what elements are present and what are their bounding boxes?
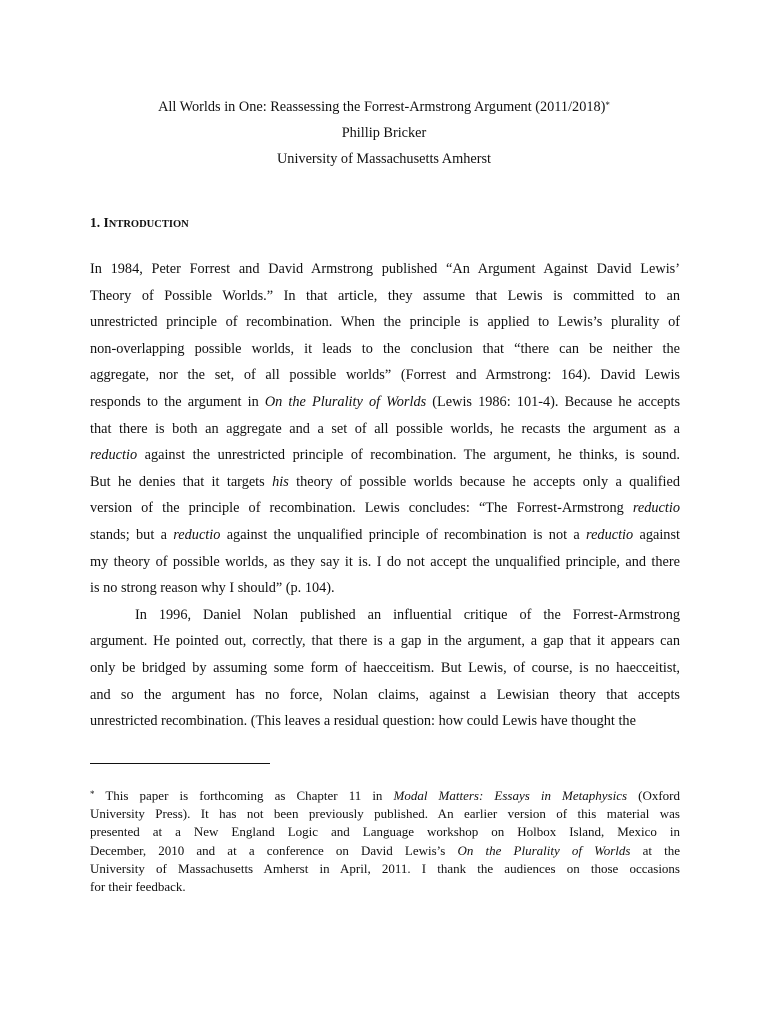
italic-text: his xyxy=(272,473,289,490)
text-run: against the unrestricted principle of recombination. The argument, he thinks, is sound. xyxy=(137,447,680,464)
footnote xyxy=(90,787,680,896)
text-run: only be bridged by assuming some form of haecceitism. But Lewis, of course, is no haecceitist, xyxy=(90,659,680,676)
footnote-line xyxy=(90,878,680,896)
paragraph-2-line xyxy=(90,655,680,682)
italic-text: On the Plurality of Worlds xyxy=(457,842,631,858)
text-run: stands; but a xyxy=(90,526,174,543)
paragraph-1-line xyxy=(90,416,680,443)
text-run: But he denies that it targets xyxy=(90,473,273,490)
footnote-line xyxy=(90,805,680,823)
text-run: that there is both an aggregate and a set of all possible worlds, he recasts the argument as a xyxy=(90,420,680,437)
paragraph-2-line xyxy=(90,708,680,735)
paragraph-1-line xyxy=(90,336,680,363)
paper-title: All Worlds in One: Reassessing the Forrest-Armstrong Argument (2011/2018) xyxy=(158,99,606,115)
paragraph-1-line xyxy=(90,522,680,549)
italic-text: reductio xyxy=(173,526,221,543)
text-run: for their feedback. xyxy=(90,878,186,894)
text-run: theory of possible worlds because he accepts only a qualified xyxy=(288,473,681,490)
text-run: Theory of Possible Worlds.” In that article, they assume that Lewis is committed to an xyxy=(90,287,680,304)
title-footnote-marker: * xyxy=(605,100,610,110)
author-affiliation: University of Massachusetts Amherst xyxy=(276,151,492,167)
text-run: In 1984, Peter Forrest and David Armstrong published “An Argument Against David Lewis’ xyxy=(90,261,680,277)
footnote-line xyxy=(90,860,680,878)
italic-text: On the Plurality of Worlds xyxy=(264,393,427,410)
paragraph-1-line xyxy=(90,283,680,310)
section-number: 1. xyxy=(90,215,101,230)
text-run: is no strong reason why I should” (p. 104). xyxy=(90,580,335,597)
footnote-marker: * xyxy=(90,789,95,799)
section-heading-initial: I xyxy=(103,215,109,230)
author-name: Phillip Bricker xyxy=(341,125,427,141)
footnote-separator xyxy=(90,763,270,764)
text-run: aggregate, nor the set, of all possible worlds” (Forrest and Armstrong: 164). David Lewis xyxy=(90,367,680,384)
paragraph-1-line xyxy=(90,309,680,336)
text-run: against xyxy=(633,526,680,543)
text-run: (Lewis 1986: 101-4). Because he accepts xyxy=(426,393,681,410)
italic-text: reductio xyxy=(586,526,634,543)
text-run: responds to the argument in xyxy=(90,393,265,410)
text-run: at the xyxy=(630,842,681,858)
text-run: unrestricted recombination. (This leaves a residual question: how could Lewis have thought the xyxy=(90,713,636,730)
footnote-line xyxy=(90,787,680,805)
paragraph-1-line xyxy=(90,575,680,602)
italic-text: reductio xyxy=(90,447,138,464)
footnote-line xyxy=(90,842,680,860)
text-run: non-overlapping possible worlds, it leads to the conclusion that “there can be neither the xyxy=(90,340,680,357)
text-run: University Press). It has not been previously published. An earlier version of this material was xyxy=(90,806,680,822)
text-run: version of the principle of recombination. Lewis concludes: “The Forrest-Armstrong xyxy=(90,500,633,517)
text-run: my theory of possible worlds, as they say it is. I do not accept the unqualified principle, and there xyxy=(90,553,680,570)
footnote-line xyxy=(90,823,680,841)
paragraph-1-line xyxy=(90,469,680,496)
paragraph-1 xyxy=(90,256,680,602)
text-run: December, 2010 and at a conference on David Lewis’s xyxy=(90,842,458,858)
paragraph-1-line xyxy=(90,442,680,469)
paragraph-1-line xyxy=(90,256,680,283)
body-text xyxy=(90,256,680,735)
text-run: In 1996, Daniel Nolan published an influential critique of the Forrest-Armstrong xyxy=(135,606,680,623)
paragraph-1-line xyxy=(90,389,680,416)
text-run: argument. He pointed out, correctly, that there is a gap in the argument, a gap that it appears can xyxy=(90,633,680,650)
paragraph-2-line xyxy=(90,628,680,655)
text-run: presented at a New England Logic and Language workshop on Holbox Island, Mexico in xyxy=(90,824,680,840)
text-run: and so the argument has no force, Nolan claims, against a Lewisian theory that accepts xyxy=(90,686,680,703)
text-run: against the unqualified principle of recombination is not a xyxy=(220,526,587,543)
section-heading xyxy=(90,215,189,231)
italic-text: Modal Matters: Essays in Metaphysics xyxy=(393,788,628,803)
paper-title-line xyxy=(0,94,768,120)
paragraph-2-line xyxy=(90,602,680,629)
section-heading-rest: NTRODUCTION xyxy=(108,219,189,230)
text-run: (Oxford xyxy=(627,788,680,803)
paragraph-2-line xyxy=(90,682,680,709)
text-run: unrestricted principle of recombination. When the principle is applied to Lewis’s plurality of xyxy=(90,314,680,331)
paragraph-2 xyxy=(90,602,680,735)
text-run: This paper is forthcoming as Chapter 11 in xyxy=(94,788,394,803)
italic-text: reductio xyxy=(632,500,680,517)
paragraph-1-line xyxy=(90,549,680,576)
title-block xyxy=(0,94,768,172)
text-run: University of Massachusetts Amherst in April, 2011. I thank the audiences on those occasions xyxy=(90,860,680,876)
paragraph-1-line xyxy=(90,495,680,522)
paragraph-1-line xyxy=(90,362,680,389)
